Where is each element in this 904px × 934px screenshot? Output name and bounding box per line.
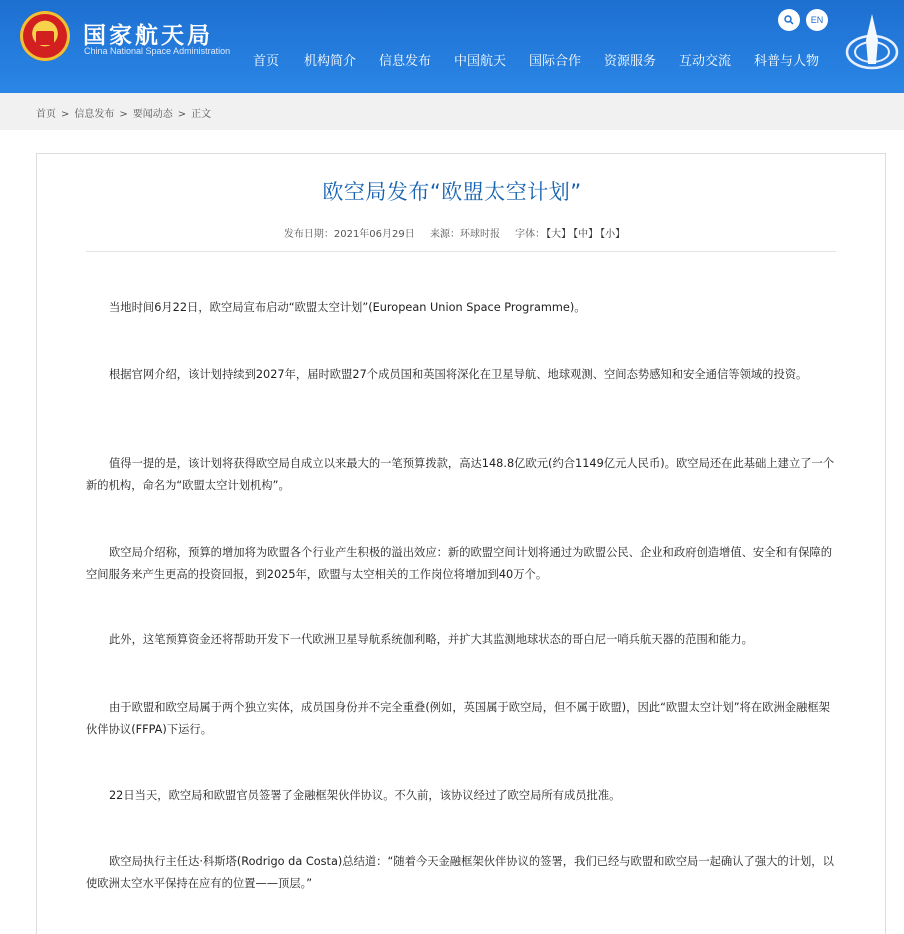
nav-item-science[interactable]: 科普与人物 (754, 54, 820, 69)
breadcrumb (36, 105, 211, 120)
article-meta (0, 225, 904, 240)
site-name-cn[interactable]: 国家航天局 (83, 23, 213, 49)
font-size-label: 字体： (515, 229, 546, 240)
breadcrumb-separator: > (61, 109, 70, 120)
national-emblem-logo[interactable] (20, 11, 70, 61)
font-size-small-button[interactable]: 【小】 (600, 229, 626, 240)
nav-item-resources[interactable]: 资源服务 (604, 54, 657, 69)
breadcrumb-news[interactable]: 信息发布 (74, 109, 115, 120)
search-button[interactable] (778, 9, 800, 31)
site-name-en[interactable]: China National Space Administration (84, 46, 231, 56)
breadcrumb-headlines[interactable]: 要闻动态 (132, 109, 173, 120)
nav-item-news[interactable]: 信息发布 (379, 54, 432, 69)
nav-item-intl[interactable]: 国际合作 (529, 54, 582, 69)
nav-item-interaction[interactable]: 互动交流 (679, 54, 732, 69)
publish-date: 发布日期：2021年06月29日 (283, 229, 415, 240)
cnsa-logo-icon[interactable] (845, 12, 900, 72)
search-icon (784, 15, 794, 25)
nav-item-china-space[interactable]: 中国航天 (454, 54, 507, 69)
font-size-large-button[interactable]: 【大】 (546, 229, 572, 240)
article-source: 来源：环球时报 (429, 229, 500, 240)
breadcrumb-separator: > (119, 109, 128, 120)
breadcrumb-current: 正文 (191, 109, 212, 120)
breadcrumb-home[interactable]: 首页 (36, 109, 56, 120)
article-paragraph: 根据官网介绍，该计划持续到2027年，届时欧盟27个成员国和英国将深化在卫星导航、地球观测、空间态势感知和安全通信等领域的投资。 (109, 368, 808, 381)
article-paragraph: 由于欧盟和欧空局属于两个独立实体，成员国身份并不完全重叠(例如，英国属于欧空局，但不属于欧盟)，因此“欧盟太空计划”将在欧洲金融框架伙伴协议(FFPA)下运行。 (86, 701, 830, 736)
language-en-button[interactable]: EN (806, 9, 828, 31)
article-paragraph: 欧空局介绍称，预算的增加将为欧盟各个行业产生积极的溢出效应：新的欧盟空间计划将通过为欧盟公民、企业和政府创造增值、安全和有保障的空间服务来产生更高的投资回报，到2025年，欧盟与太空相关的工作岗位将增加到40万个。 (86, 546, 833, 581)
nav-item-about[interactable]: 机构简介 (304, 54, 357, 69)
article-paragraph: 值得一提的是，该计划将获得欧空局自成立以来最大的一笔预算拨款，高达148.8亿欧元(约合1149亿元人民币)。欧空局还在此基础上建立了一个新的机构，命名为“欧盟太空计划机构”。 (86, 457, 835, 492)
nav-item-home[interactable]: 首页 (253, 54, 280, 69)
article-paragraph: 22日当天，欧空局和欧盟官员签署了金融框架伙伴协议。不久前，该协议经过了欧空局所有成员批准。 (109, 789, 621, 802)
font-size-medium-button[interactable]: 【中】 (573, 229, 599, 240)
title-divider (86, 251, 836, 252)
article-paragraph: 此外，这笔预算资金还将帮助开发下一代欧洲卫星导航系统伽利略，并扩大其监测地球状态的哥白尼一哨兵航天器的范围和能力。 (109, 633, 753, 646)
article-paragraph: 欧空局执行主任达·科斯塔(Rodrigo da Costa)总结道：“随着今天金融框架伙伴协议的签署，我们已经与欧盟和欧空局一起确认了强大的计划，以使欧洲太空水平保持在应有的位置——顶层。” (86, 855, 834, 890)
article-title: 欧空局发布“欧盟太空计划” (322, 180, 582, 204)
breadcrumb-separator: > (177, 109, 187, 120)
article-paragraph: 当地时间6月22日，欧空局宣布启动“欧盟太空计划”(European Union Space Programme)。 (109, 301, 586, 314)
